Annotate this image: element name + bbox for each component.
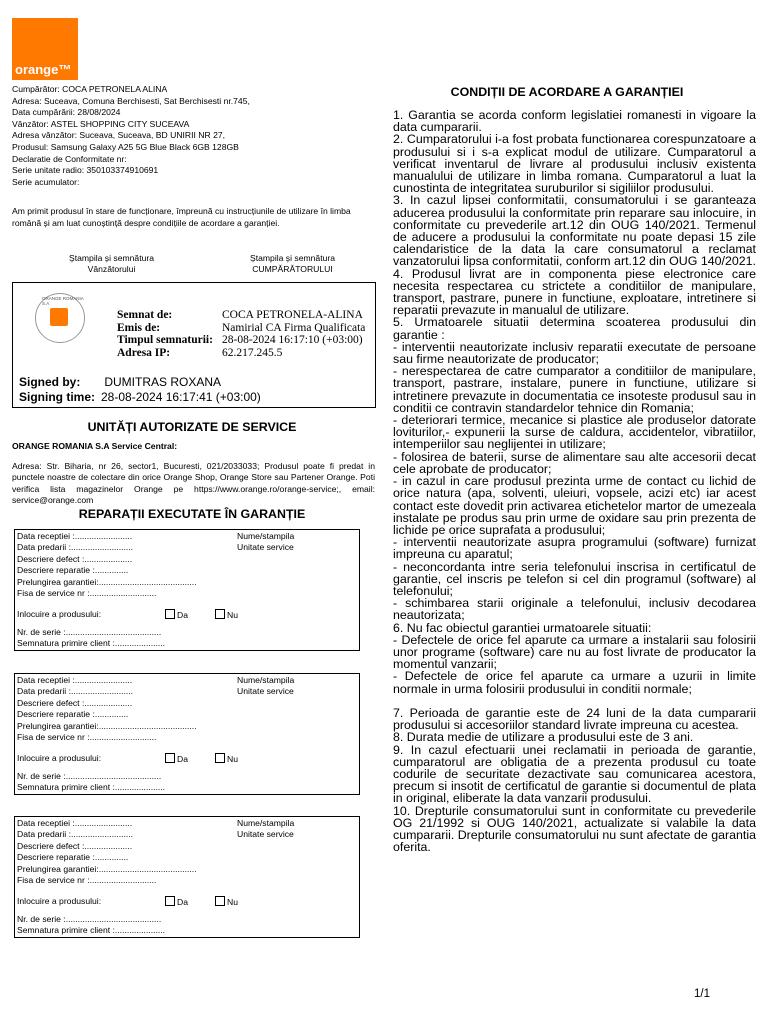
repair-field: Descriere reparatie :.............. <box>17 565 129 576</box>
service-unit-label: Unitate service <box>237 829 294 840</box>
term-item: - nerespectarea de catre cumparator a conditiilor de manipulare, transport, pastrare, instalare, punere in functiune, utilizare si intretinere prevazute in documentatia ce insoteste produsul sau in conditii ce contravin standardelor tehnice din Romania; <box>393 364 756 415</box>
nu-option[interactable] <box>215 753 238 765</box>
received-statement: Am primit produsul în stare de funcționare, împreună cu instrucțiunile de utilizare în limba română și am luat cunoștință despre condițiile de acordare a garanției. <box>12 206 351 228</box>
buyer-info <box>12 84 352 188</box>
checkbox-icon[interactable] <box>215 896 225 906</box>
term-item: 4. Produsul livrat are in componenta piese electronice care necesita respectarea cu strictete a conditiilor de manipulare, transport, pastrare, punere in functiune, exploatare, intretinere si reparatii prevazute in manualul de utilizare. <box>393 266 756 318</box>
da-option[interactable] <box>165 753 188 765</box>
repair-field: Nr. de serie :........................................ <box>17 914 162 924</box>
repair-field: Descriere defect :.................... <box>17 697 133 708</box>
nu-option[interactable] <box>215 609 238 621</box>
buyer-line: Cumpărător: COCA PETRONELA ALINA <box>12 84 168 94</box>
nu-label: Nu <box>227 754 238 764</box>
stamp-seller <box>44 253 179 275</box>
repair-field: Descriere reparatie :.............. <box>17 852 129 863</box>
term-item: - neconcordanta intre seria telefonului inscrisa in certificatul de garantie, cel inscris pe telefon si cel din programul (software) al telefonului; <box>393 559 756 598</box>
buyer-line: Adresa: Suceava, Comuna Berchisesti, Sat Berchisesti nr.745, <box>12 95 250 106</box>
da-option[interactable] <box>165 609 188 621</box>
repair-box <box>14 529 360 651</box>
sig-key: Emis de: <box>117 321 161 334</box>
term-item: - deteriorari termice, mecanice si plastice ale produselor datorate loviturilor,- expunerii la surse de caldura, accidentelor, vibratiilor, intemperiilor sau neglijentei in utilizare; <box>393 413 756 452</box>
buyer-line: Declaratie de Conformitate nr: <box>12 153 127 164</box>
term-item: 3. In cazul lipsei conformitatii, consumatorului i se garanteaza aducerea produsului la conformitate prin reparare sau inlocuire, in conformitate cu prevederile art.12 din OUG 140/2021. Termenul de aducere a produsului la conformitate nu poate depasi 15 zile calendaristice de la data la care consumatorul a reclamat vanzatorului lipsa conformitatii, conform art.12 din OUG 140/2021. <box>393 193 756 269</box>
signed-by-name: DUMITRAS ROXANA <box>104 375 222 389</box>
reparatii-title: REPARAȚII EXECUTATE ÎN GARANȚIE <box>78 507 306 521</box>
da-label: Da <box>177 897 188 907</box>
company-seal <box>35 293 85 343</box>
term-item: 2. Cumparatorului i-a fost probata functionarea corespunzatoare a produsului si i s-a explicat modul de utilizare. Cumparatorul a verificat inventarul de livrare al produsului inclusiv existenta manualului de utilizare in limba romana. Cumparatorul a luat la cunostinta de integritatea suruburilor si sigiliilor produsului. <box>393 132 756 196</box>
repair-field: Fisa de service nr :............................ <box>17 588 157 599</box>
checkbox-icon[interactable] <box>165 896 175 906</box>
stamp-label: Nume/stampila <box>237 818 295 828</box>
term-item: 6. Nu fac obiectul garantiei urmatoarele situatii: <box>393 620 652 635</box>
repair-field: Data predarii :.......................... <box>17 686 134 697</box>
term-item: 5. Urmatoarele situatii determina scoaterea produsului din garantie : <box>393 315 756 342</box>
service-unit-label: Unitate service <box>237 542 294 553</box>
term-item: - Defectele de orice fel aparute ca urmare a instalarii sau folosirii unor programe (software) care nu au fost livrate de producator la momentul vanzarii; <box>393 632 756 672</box>
repair-field: Prelungirea garantiei:......................................... <box>17 863 197 874</box>
terms-title: CONDIȚII DE ACORDARE A GARANȚIEI <box>450 85 684 99</box>
service-central: ORANGE ROMANIA S.A Service Central: <box>12 441 178 451</box>
term-item: - interventii neautorizate inclusiv reparatii executate de persoane sau firme neautorizate de producator; <box>393 339 756 367</box>
repair-field: Descriere reparatie :.............. <box>17 709 129 720</box>
term-item: - Defectele de orice fel aparute ca urmare a uzurii in limite normale in urma folosirii produsului in conditii normale; <box>393 669 756 696</box>
repair-field: Prelungirea garantiei:......................................... <box>17 576 197 587</box>
stamp-buyer-line: Ștampila și semnătura <box>249 253 336 263</box>
checkbox-icon[interactable] <box>165 609 175 619</box>
term-item: - folosirea de baterii, surse de alimentare sau alte accesorii decat cele aprobate de producator; <box>393 449 756 476</box>
sig-key: Adresa IP: <box>117 346 171 359</box>
checkbox-icon[interactable] <box>215 609 225 619</box>
page-number: 1/1 <box>694 988 710 1000</box>
repair-field: Descriere defect :.................... <box>17 840 133 851</box>
replacement-label: Inlocuire a produsului: <box>17 753 102 763</box>
repair-box <box>14 673 360 795</box>
stamp-seller-line: Vânzătorului <box>87 264 136 274</box>
repair-field: Nr. de serie :........................................ <box>17 771 162 781</box>
sig-value: COCA PETRONELA-ALINA <box>222 309 363 321</box>
buyer-line: Serie acumulator: <box>12 176 80 187</box>
sig-value: Namirial CA Firma Qualificata <box>222 321 366 334</box>
stamp-seller-line: Ștampila și semnătura <box>68 253 155 263</box>
nu-label: Nu <box>227 897 238 907</box>
nu-option[interactable] <box>215 896 238 908</box>
orange-logo: orange™ <box>12 18 78 80</box>
repair-field: Data receptiei :........................ <box>17 531 133 541</box>
term-item: 8. Durata medie de utilizare a produsului este de 3 ani. <box>393 730 694 745</box>
sig-key: Timpul semnaturii: <box>117 334 213 347</box>
service-address: Adresa: Str. Biharia, nr 26, sector1, Bucuresti, 021/2033033; Produsul poate fi predat in punctele noastre de colectare din orice Orange Shop, Orange Store sau Partener Orange. Poti verifica lista magazinelor Orange pe https://www.orange.ro/orange-service;, email: service@orange.com <box>12 461 375 505</box>
signed-by-block <box>19 375 261 405</box>
terms-list <box>393 109 756 853</box>
signature-table <box>117 309 382 359</box>
term-item: - in cazul in care produsul prezinta urme de contact cu lichid de orice natura (apa, solventi, uleiuri, vopsele, acizi etc) iar acest contact este dovedit prin activarea etichetelor martor de umezeala instalate pe produs sau prin urme de oxidare sau prin prezenta de lichide pe orice suprafata a produsului; <box>393 474 756 537</box>
stamp-label: Nume/stampila <box>237 531 295 541</box>
sig-value: 28-08-2024 16:17:10 (+03:00) <box>222 334 363 347</box>
buyer-line: Serie unitate radio: 350103374910691 <box>12 165 159 176</box>
da-label: Da <box>177 754 188 764</box>
buyer-line: Adresa vânzător: Suceava, Suceava, BD UNIRII NR 27, <box>12 130 226 141</box>
repair-field: Nr. de serie :........................................ <box>17 627 162 637</box>
buyer-line: Vânzător: ASTEL SHOPPING CITY SUCEAVA <box>12 118 190 129</box>
repair-field: Data predarii :.......................... <box>17 542 134 553</box>
repair-field: Semnatura primire client :..................... <box>17 638 166 649</box>
term-item: 1. Garantia se acorda conform legislatiei romanesti in vigoare la data cumpararii. <box>393 108 756 135</box>
replacement-label: Inlocuire a produsului: <box>17 609 102 619</box>
term-item: 7. Perioada de garantie este de 24 luni de la data cumpararii produsului si accesoriilor standard livrate impreuna cu acestea. <box>393 705 756 733</box>
term-item: 9. In cazul efectuarii unei reclamatii in perioada de garantie, cumparatorul are obligatia de a prezenta produsul cu toate codurile de securitate dezactivate sau comunicarea acestora, precum si insotit de certificatul de garantie si documentul de plata in original, eliberate la data vanzarii produsului. <box>393 742 756 806</box>
term-item: 10. Drepturile consumatorului sunt in conformitate cu prevederile OG 21/1992 si OUG 140/2021, actualizate si valabile la data cumpararii. Drepturile consumatorului nu sunt afectate de garantia oferita. <box>393 803 756 855</box>
repair-box <box>14 816 360 938</box>
checkbox-icon[interactable] <box>215 753 225 763</box>
repair-field: Fisa de service nr :............................ <box>17 875 157 886</box>
signing-time-label: Signing time: <box>19 390 95 404</box>
term-item: - interventii neautorizate asupra programului (software) furnizat impreuna cu aparatul; <box>393 535 756 562</box>
signed-by-label: Signed by: <box>19 375 81 389</box>
repair-field: Semnatura primire client :..................... <box>17 782 166 793</box>
signature-box <box>12 282 376 408</box>
nu-label: Nu <box>227 610 238 620</box>
service-unit-label: Unitate service <box>237 686 294 697</box>
repair-field: Descriere defect :.................... <box>17 553 133 564</box>
sig-key: Semnat de: <box>117 309 173 321</box>
term-item: - schimbarea starii originale a telefonului, inclusiv decodarea neautorizata; <box>393 596 756 623</box>
buyer-line: Produsul: Samsung Galaxy A25 5G Blue Black 6GB 128GB <box>12 141 239 152</box>
replacement-label: Inlocuire a produsului: <box>17 896 102 906</box>
repair-field: Fisa de service nr :............................ <box>17 732 157 743</box>
seal-text: ORANGE ROMANIA S.A <box>42 296 84 306</box>
sig-value: 62.217.245.5 <box>222 346 283 359</box>
unitati-title: UNITĂȚI AUTORIZATE DE SERVICE <box>87 420 297 434</box>
repair-field: Data receptiei :........................ <box>17 675 133 685</box>
repair-field: Semnatura primire client :..................... <box>17 925 166 936</box>
repair-field: Prelungirea garantiei:......................................... <box>17 720 197 731</box>
stamp-buyer-line: CUMPĂRĂTORULUI <box>252 264 333 274</box>
stamp-buyer <box>225 253 360 275</box>
da-label: Da <box>177 610 188 620</box>
stamp-label: Nume/stampila <box>237 675 295 685</box>
buyer-line: Data cumpărării: 28/08/2024 <box>12 107 121 118</box>
signing-time: 28-08-2024 16:17:41 (+03:00) <box>101 390 261 404</box>
da-option[interactable] <box>165 896 188 908</box>
checkbox-icon[interactable] <box>165 753 175 763</box>
repair-field: Data receptiei :........................ <box>17 818 133 828</box>
repair-field: Data predarii :.......................... <box>17 829 134 840</box>
